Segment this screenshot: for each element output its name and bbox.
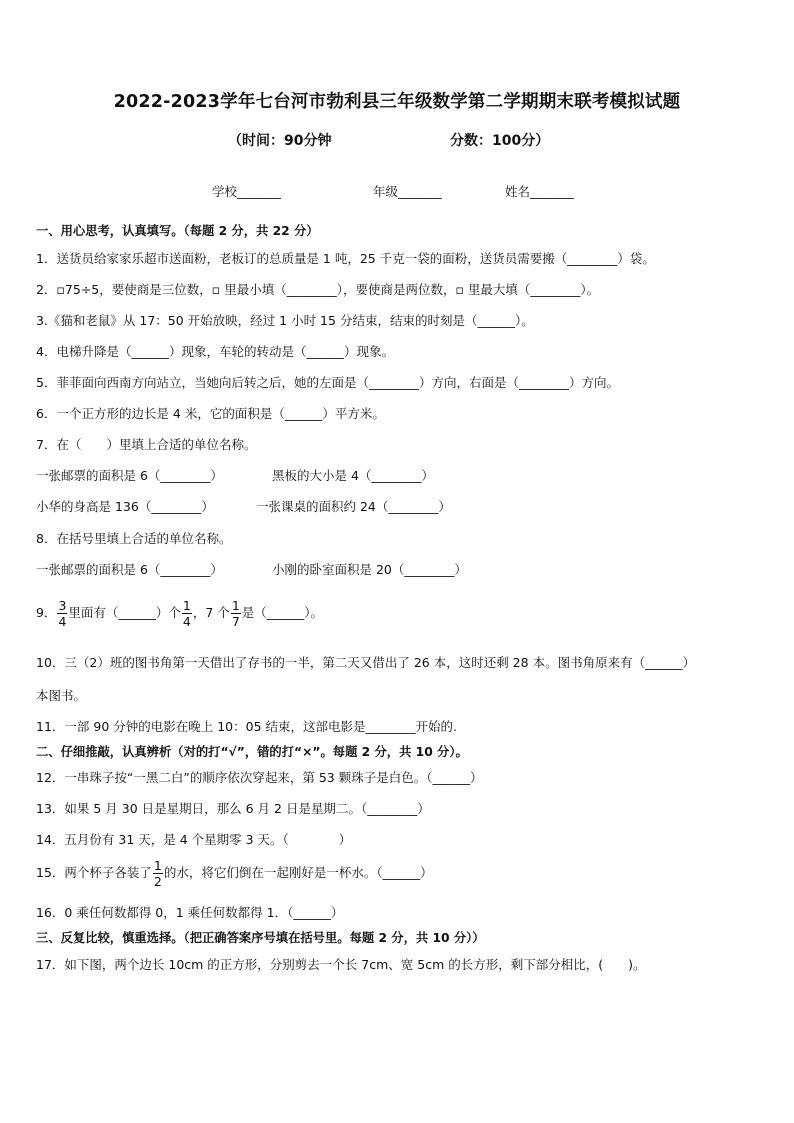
exam-score: 分数：100分） — [450, 133, 550, 149]
exam-time: （时间：90分钟 — [228, 133, 332, 149]
question-10-line-1: 10．三（2）班的图书角第一天借出了存书的一半，第二天又借出了 26 本，这时还剩 28 本。图书角原来有（______） — [36, 655, 696, 670]
question-9 — [36, 598, 323, 629]
question-15 — [36, 858, 433, 889]
question-3: 3.《猫和老鼠》从 17：50 开始放映，经过 1 小时 15 分结束，结束的时刻是（______）。 — [36, 313, 534, 328]
grade-field[interactable]: 年级_______ — [373, 184, 442, 199]
question-4: 4．电梯升降是（______）现象，车轮的转动是（______）现象。 — [36, 344, 394, 359]
question-7a: 一张邮票的面积是 6（________） — [36, 468, 223, 483]
question-1: 1．送货员给家家乐超市送面粉，老板订的总质量是 1 吨，25 千克一袋的面粉，送货员需要搬（________）袋。 — [36, 251, 655, 266]
section-3-heading: 三、反复比较，慎重选择。（把正确答案序号填在括号里。每题 2 分，共 10 分）） — [36, 931, 485, 945]
fraction-numerator: 1 — [231, 598, 240, 613]
fraction-denominator: 7 — [231, 614, 240, 629]
fraction-denominator: 4 — [182, 614, 191, 629]
fraction-denominator: 4 — [58, 614, 67, 629]
section-1-heading: 一、用心思考，认真填写。（每题 2 分，共 22 分） — [36, 224, 319, 238]
question-9-prefix: 9． — [36, 605, 57, 620]
question-16: 16．0 乘任何数都得 0，1 乘任何数都得 1．（______） — [36, 905, 344, 920]
fraction-denominator: 2 — [153, 874, 162, 889]
fraction-numerator: 1 — [153, 858, 162, 873]
question-9-text-1: 里面有（______）个 — [68, 605, 181, 620]
fraction-numerator: 1 — [182, 598, 191, 613]
school-field[interactable]: 学校_______ — [212, 184, 281, 199]
question-5: 5．菲菲面向西南方向站立，当她向后转之后，她的左面是（________）方向，右面是（________）方向。 — [36, 375, 619, 390]
question-12: 12．一串珠子按“一黑二白”的顺序依次穿起来，第 53 颗珠子是白色。（______） — [36, 770, 483, 785]
question-17: 17．如下图，两个边长 10cm 的正方形，分别剪去一个长 7cm、宽 5cm 的长方形，剩下部分相比，( )。 — [36, 957, 646, 972]
question-11: 11．一部 90 分钟的电影在晚上 10：05 结束，这部电影是________开始的. — [36, 719, 457, 734]
question-9-suffix: 是（______）。 — [241, 605, 324, 620]
question-7c: 小华的身高是 136（________） — [36, 499, 214, 514]
fraction-numerator: 3 — [58, 598, 67, 613]
fraction-3-4 — [57, 598, 67, 629]
fraction-1-7 — [231, 598, 241, 629]
question-15-suffix: 的水，将它们倒在一起刚好是一杯水。（______） — [163, 865, 433, 880]
question-15-prefix: 15．两个杯子各装了 — [36, 865, 152, 880]
section-2-heading: 二、仔细推敲，认真辨析（对的打“√”，错的打“×”。每题 2 分，共 10 分）。 — [36, 745, 468, 759]
question-6: 6．一个正方形的边长是 4 米，它的面积是（______）平方米。 — [36, 406, 385, 421]
fraction-1-2 — [153, 858, 163, 889]
question-7b: 黑板的大小是 4（________） — [272, 468, 434, 483]
fraction-1-4 — [182, 598, 192, 629]
name-field[interactable]: 姓名_______ — [505, 184, 574, 199]
question-8a: 一张邮票的面积是 6（________） — [36, 562, 223, 577]
question-13: 13．如果 5 月 30 日是星期日，那么 6 月 2 日是星期二。（________） — [36, 801, 430, 816]
question-8: 8．在括号里填上合适的单位名称。 — [36, 531, 232, 546]
question-7: 7．在（ ）里填上合适的单位名称。 — [36, 437, 257, 452]
question-9-text-2: ，7 个 — [192, 605, 230, 620]
page-title: 2022-2023学年七台河市勃利县三年级数学第二学期期末联考模拟试题 — [113, 92, 681, 112]
question-14: 14．五月份有 31 天，是 4 个星期零 3 天。（ ） — [36, 832, 352, 847]
question-2: 2．▫75÷5，要使商是三位数，▫ 里最小填（________），要使商是两位数，▫ 里最大填（________）。 — [36, 282, 600, 297]
question-10-line-2: 本图书。 — [36, 688, 87, 703]
question-8b: 小刚的卧室面积是 20（________） — [272, 562, 467, 577]
question-7d: 一张课桌的面积约 24（________） — [256, 499, 451, 514]
